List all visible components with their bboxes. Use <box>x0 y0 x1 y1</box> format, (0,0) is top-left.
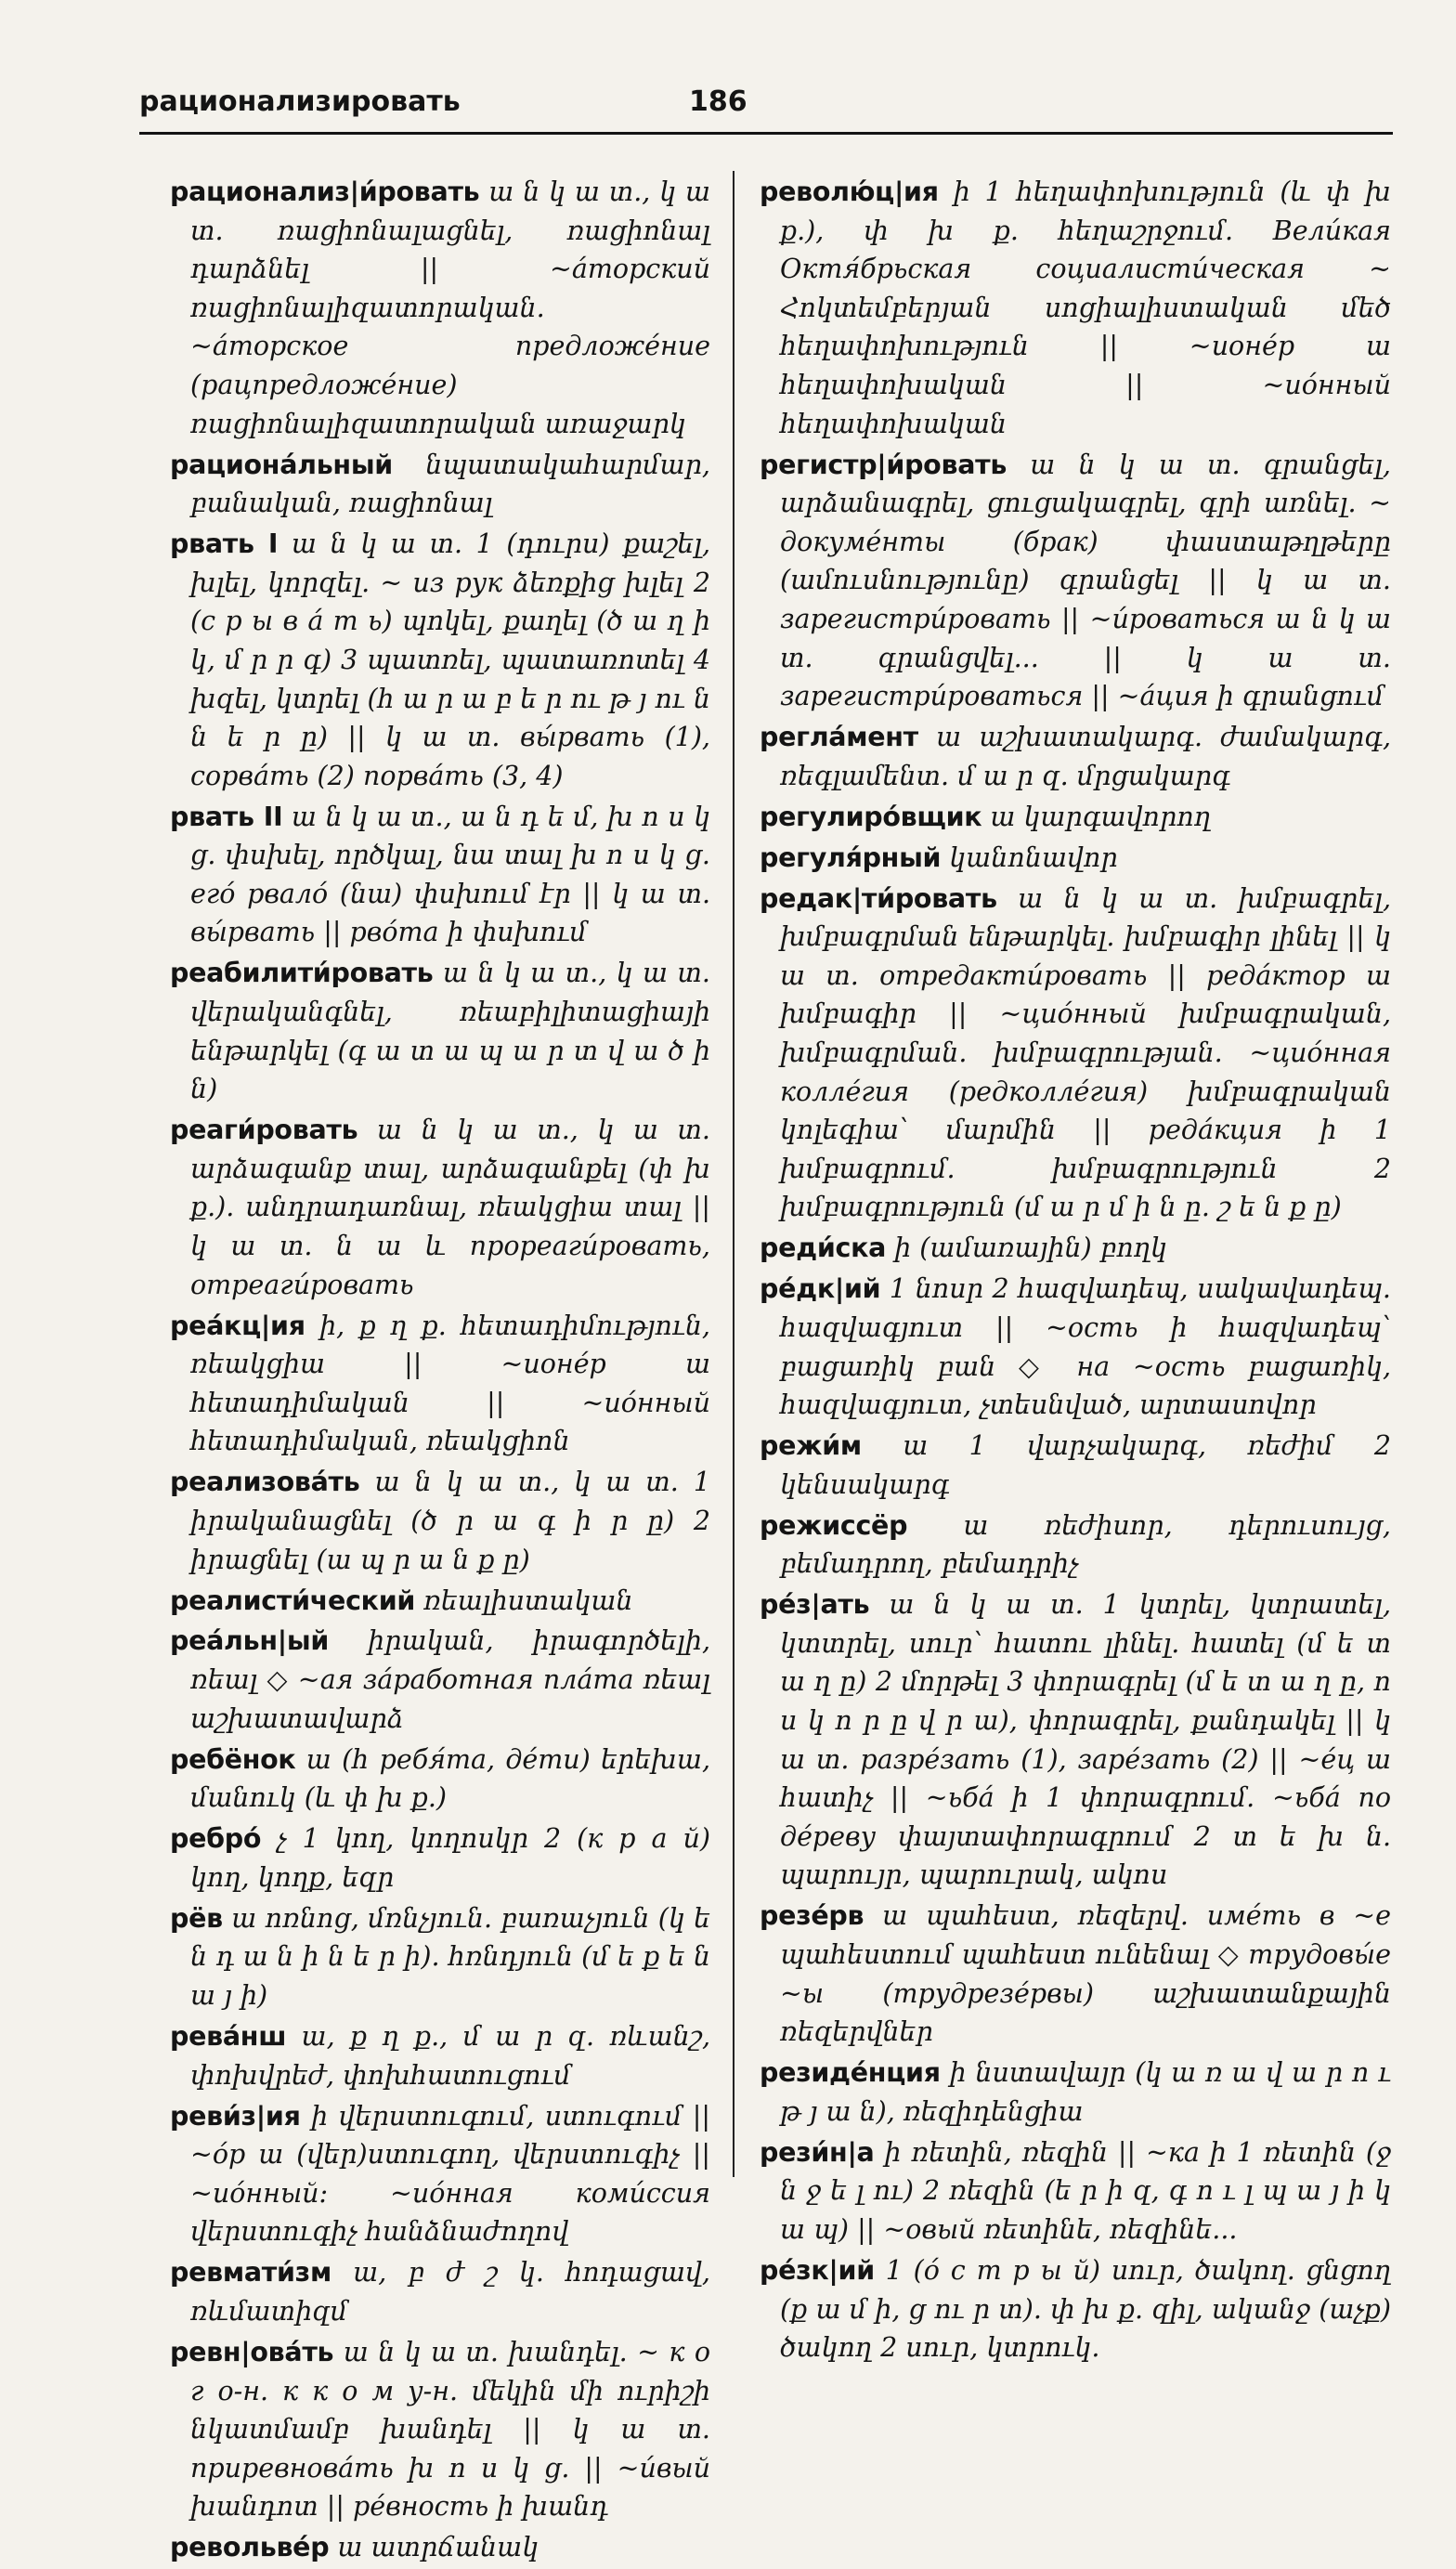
entry-headword: рациона́льный <box>170 449 393 480</box>
entry-headword: регуля́рный <box>760 841 942 873</box>
entry-definition: ա ն կ ա տ. խանդել. ~ к о г о-н. к к о м у-н. մեկին մի ուրիշի նկատմամբ խանդել || կ ա տ. приревнова́ть խ ո ս կ ց. || ~и́вый խանդոտ || ре́вность ի խանդ <box>190 2336 711 2523</box>
dictionary-entry <box>170 525 710 795</box>
right-column <box>760 173 1391 2369</box>
entry-headword: реви́з|ия <box>170 2100 301 2132</box>
entry-headword: реа́кц|ия <box>170 1310 306 1341</box>
entry-definition: ա, ք ղ ք., մ ա ր զ. ռևանշ, փոխվրեժ, փոխհատուցում <box>190 2020 710 2091</box>
dictionary-entry <box>760 839 1391 878</box>
entry-definition: ի (ամառային) բողկ <box>894 1232 1167 1264</box>
dictionary-entry <box>170 954 710 1108</box>
dictionary-entry <box>170 446 710 523</box>
entry-headword: реабилити́ровать <box>170 958 434 989</box>
entry-definition: ա ատրճանակ <box>337 2532 540 2563</box>
entry-headword: реаги́ровать <box>170 1115 358 1146</box>
entry-headword: режиссёр <box>760 1509 908 1541</box>
dictionary-entry <box>760 446 1391 716</box>
dictionary-entry <box>170 2017 710 2094</box>
entry-definition: 1 (о́ с т р ы й) սուր, ծակող. ցնցող (ք ա մ ի, ց ու ր տ). փ խ ք. զիլ, ականջ (աչք) ծակող 2 սուր, կտրուկ. <box>780 2254 1391 2364</box>
dictionary-entry <box>170 2333 710 2526</box>
running-head: рационализировать <box>139 85 461 118</box>
entry-definition: ի, ք ղ ք. հետադիմություն, ռեակցիա || ~ионе́р ա հետադիմական || ~ио́нный հետադիմական, ռեակցիոն <box>190 1310 710 1457</box>
entry-definition: ա ն կ ա տ. գրանցել, արձանագրել, ցուցակագրել, գրի առնել. ~ докуме́нты (брак) փաստաթղթերը (ամուսնությունը) գրանցել || կ ա տ. зарегистри́ровать || ~и́роваться ա ն կ ա տ. գրանցվել... || կ ա տ. зарегистри́роваться || ~а́ция ի գրանցում <box>780 449 1391 712</box>
entry-headword: регла́мент <box>760 722 918 753</box>
entry-definition: ա ն կ ա տ., կ ա տ. վերականգնել, ռեաբիլիտացիայի ենթարկել (գ ա տ ա պ ա ր տ վ ա ծ ի ն) <box>190 958 710 1105</box>
entry-headword: ревн|ова́ть <box>170 2336 334 2367</box>
entry-headword: регулиро́вщик <box>760 801 982 832</box>
entry-headword: ребро́ <box>170 1823 262 1855</box>
page-number: 186 <box>689 85 748 118</box>
entry-headword: режи́м <box>760 1430 862 1462</box>
page-header <box>139 85 1393 132</box>
entry-definition: ա ն կ ա տ., ա ն դ ե մ, խ ո ս կ ց. փսխել, ործկալ, նա տալ խ ո ս կ ց. его́ рвало́ (նա) փսխում էր || կ ա տ. вы́рвать || рво́та ի փսխում <box>190 801 710 948</box>
dictionary-entry <box>170 2097 710 2251</box>
entry-definition: ա ն կ ա տ., կ ա տ. ռացիոնալացնել, ռացիոնալ դարձնել || ~а́торский ռացիոնալիզատորական. ~а́торское предложе́ние (рацпредложе́ние) ռացիոնալիզատորական առաջարկ <box>190 176 711 439</box>
entry-definition: ա ն կ ա տ. խմբագրել, խմբագրման ենթարկել. խմբագիր լինել || կ ա տ. отредакти́ровать || реда́ктор ա խմբագիր || ~цио́нный խմբագրական, խմբագրման. խմբագրության. ~цио́нная колле́гия (редколле́гия) խմբագրական կոլեգիա՝ մարմին || реда́кция ի 1 խմբագրում. խմբագրություն 2 խմբագրություն (մ ա ր մ ի ն ը. շ ե ն ք ը) <box>780 882 1391 1223</box>
dictionary-entry <box>760 880 1391 1227</box>
entry-headword: рёв <box>170 1902 223 1934</box>
entry-definition: ի 1 հեղափոխություն (և փ խ ք.), փ խ ք. հեղաշրջում. Вели́кая Октя́брьская социалисти́ческая ~ Հոկտեմբերյան սոցիալիստական մեծ հեղափոխություն || ~ионе́р ա հեղափոխական || ~ио́нный հեղափոխական <box>780 176 1391 439</box>
dictionary-entry <box>760 718 1391 795</box>
dictionary-entry <box>760 2133 1391 2250</box>
entry-definition: չ 1 կող, կողոսկր 2 (к р а й) կող, կողք, եզր <box>190 1823 710 1893</box>
dictionary-entry <box>170 2253 710 2330</box>
entry-definition: ի ռետին, ռեզին || ~ка ի 1 ռետին (ջ ն ջ ե լ ու) 2 ռեզին (ե ր ի զ, գ ո ւ լ պ ա յ ի կ ա պ) || ~овый ռետինե, ռեզինե... <box>780 2136 1391 2245</box>
entry-definition: ա կարգավորող <box>990 801 1212 832</box>
dictionary-entry <box>170 173 710 443</box>
entry-definition: 1 նոսր 2 հազվադեպ, սակավադեպ. հազվագյուտ || ~ость ի հազվադեպ՝ բացառիկ բան ◇ на ~ость բացառիկ, հազվագյուտ, չտեսնված, արտասովոր <box>780 1273 1391 1421</box>
entry-definition: ա ն կ ա տ. 1 կտրել, կտրատել, կտտրել, սուր՝ հատու լինել. հատել (մ ե տ ա ղ ը) 2 մորթել 3 փորագրել (մ ե տ ա ղ ը, ո ս կ ո ր ը վ ր ա), փորագրել, քանդակել || կ ա տ. разре́зать (1), заре́зать (2) || ~е́ц ա հատիչ || ~ьба́ ի 1 փորագրում. ~ьба́ по де́реву փայտափորագրում 2 տ ե խ ն. պարույր, պարուրակ, ակոս <box>780 1589 1391 1891</box>
entry-headword: резиде́нция <box>760 2057 941 2089</box>
entry-headword: редак|ти́ровать <box>760 882 997 914</box>
dictionary-entry <box>170 1582 710 1621</box>
dictionary-entry <box>760 2251 1391 2367</box>
column-divider <box>733 171 734 2177</box>
entry-headword: рези́н|а <box>760 2136 875 2168</box>
entry-headword: реа́льн|ый <box>170 1625 329 1657</box>
entry-headword: рвать I <box>170 528 279 560</box>
entry-definition: ա 1 վարչակարգ, ռեժիմ 2 կենսակարգ <box>780 1430 1391 1500</box>
entry-headword: реалисти́ческий <box>170 1584 416 1616</box>
entry-definition: ի նստավայր (կ ա ռ ա վ ա ր ո ւ թ յ ա ն), ռեզիդենցիա <box>780 2057 1391 2127</box>
dictionary-entry <box>170 1463 710 1579</box>
dictionary-entry <box>760 1897 1391 2051</box>
dictionary-entry <box>760 798 1391 837</box>
entry-headword: ревмати́зм <box>170 2257 332 2289</box>
entry-definition: ա ռեժիսոր, դերուսույց, բեմադրող, բեմադրիչ <box>780 1509 1391 1580</box>
entry-definition: իրական, իրագործելի, ռեալ ◇ ~ая за́работная пла́та ռեալ աշխատավարձ <box>190 1625 711 1734</box>
dictionary-entry <box>760 1270 1391 1424</box>
entry-headword: регистр|и́ровать <box>760 449 1008 480</box>
entry-definition: ա ն կ ա տ., կ ա տ. արձագանք տալ, արձագանքել (փ խ ք.). անդրադառնալ, ռեակցիա տալ || կ ա տ. ն ա և прореаги́ровать, отреаги́ровать <box>190 1115 710 1300</box>
entry-definition: ա, բ ժ շ կ. հոդացավ, ռևմատիզմ <box>190 2257 710 2327</box>
dictionary-entry <box>170 1819 710 1897</box>
dictionary-entry <box>170 1622 710 1738</box>
dictionary-entry <box>170 1741 710 1818</box>
entry-definition: ա ն կ ա տ., կ ա տ. 1 իրականացնել (ծ ր ա գ ի ր ը) 2 իրացնել (ա պ ր ա ն ք ը) <box>190 1467 710 1575</box>
header-rule <box>139 132 1393 135</box>
entry-headword: рвать II <box>170 801 283 832</box>
entry-definition: կանոնավոր <box>949 841 1118 873</box>
dictionary-entry <box>760 1427 1391 1504</box>
entry-headword: рационализ|и́ровать <box>170 176 480 207</box>
dictionary-entry <box>760 173 1391 443</box>
entry-definition: ռեալիստական <box>423 1584 633 1616</box>
entry-headword: ребёнок <box>170 1743 296 1775</box>
dictionary-entry <box>760 2054 1391 2131</box>
entry-headword: рева́нш <box>170 2020 287 2052</box>
dictionary-entry <box>170 798 710 952</box>
entry-headword: ре́дк|ий <box>760 1273 881 1305</box>
dictionary-entry <box>170 2528 710 2567</box>
entry-headword: реализова́ть <box>170 1467 360 1498</box>
dictionary-entry <box>760 1585 1391 1895</box>
entry-headword: резе́рв <box>760 1900 864 1932</box>
left-column <box>170 173 710 2569</box>
entry-definition: ա ն կ ա տ. 1 (դուրս) քաշել, խլել, կորզել. ~ из рук ձեռքից խլել 2 (с р ы в а́ т ь) պոկել, քաղել (ծ ա ղ ի կ, մ ր ր գ) 3 պատռել, պատառոտել 4 խզել, կտրել (հ ա ր ա բ ե ր ու թ յ ու ն ն ե ր ը) || կ ա տ. вы́рвать (1), сорва́ть (2) порва́ть (3, 4) <box>190 528 711 791</box>
entry-headword: револю́ц|ия <box>760 176 939 207</box>
dictionary-entry <box>760 1506 1391 1584</box>
entry-headword: реди́ска <box>760 1232 887 1264</box>
entry-definition: ա (հ ребя́та, де́ти) երեխա, մանուկ (և փ խ ք.) <box>190 1743 710 1814</box>
dictionary-entry <box>170 1899 710 2015</box>
entry-definition: ա պահեստ, ռեզերվ. име́ть в ~е պահեստում պահեստ ունենալ ◇ трудовы́е ~ы (трудрезе́рвы) աշխատանքային ռեզերվներ <box>780 1900 1392 2048</box>
entry-definition: ա աշխատակարգ. ժամակարգ, ռեգլամենտ. մ ա ր զ. մրցակարգ <box>780 722 1392 791</box>
entry-definition: ա ոռնոց, մռնչյուն. բառաչյուն (կ ե ն դ ա ն ի ն ե ր ի). հռնդյուն (մ ե ք ե ն ա յ ի) <box>190 1902 710 2011</box>
dictionary-entry <box>170 1307 710 1461</box>
entry-headword: ре́з|ать <box>760 1589 870 1621</box>
dictionary-entry <box>760 1229 1391 1268</box>
entry-headword: ре́зк|ий <box>760 2254 875 2286</box>
entry-headword: револьве́р <box>170 2532 330 2563</box>
entry-definition: նպատակահարմար, բանական, ռացիոնալ <box>190 449 710 519</box>
entry-definition: ի վերստուգում, ստուգում || ~о́р ա (վեր)ստուգող, վերստուգիչ || ~ио́нный: ~ио́нная коми́ссия վերստուգիչ հանձնաժողով <box>190 2100 710 2248</box>
dictionary-entry <box>170 1111 710 1304</box>
